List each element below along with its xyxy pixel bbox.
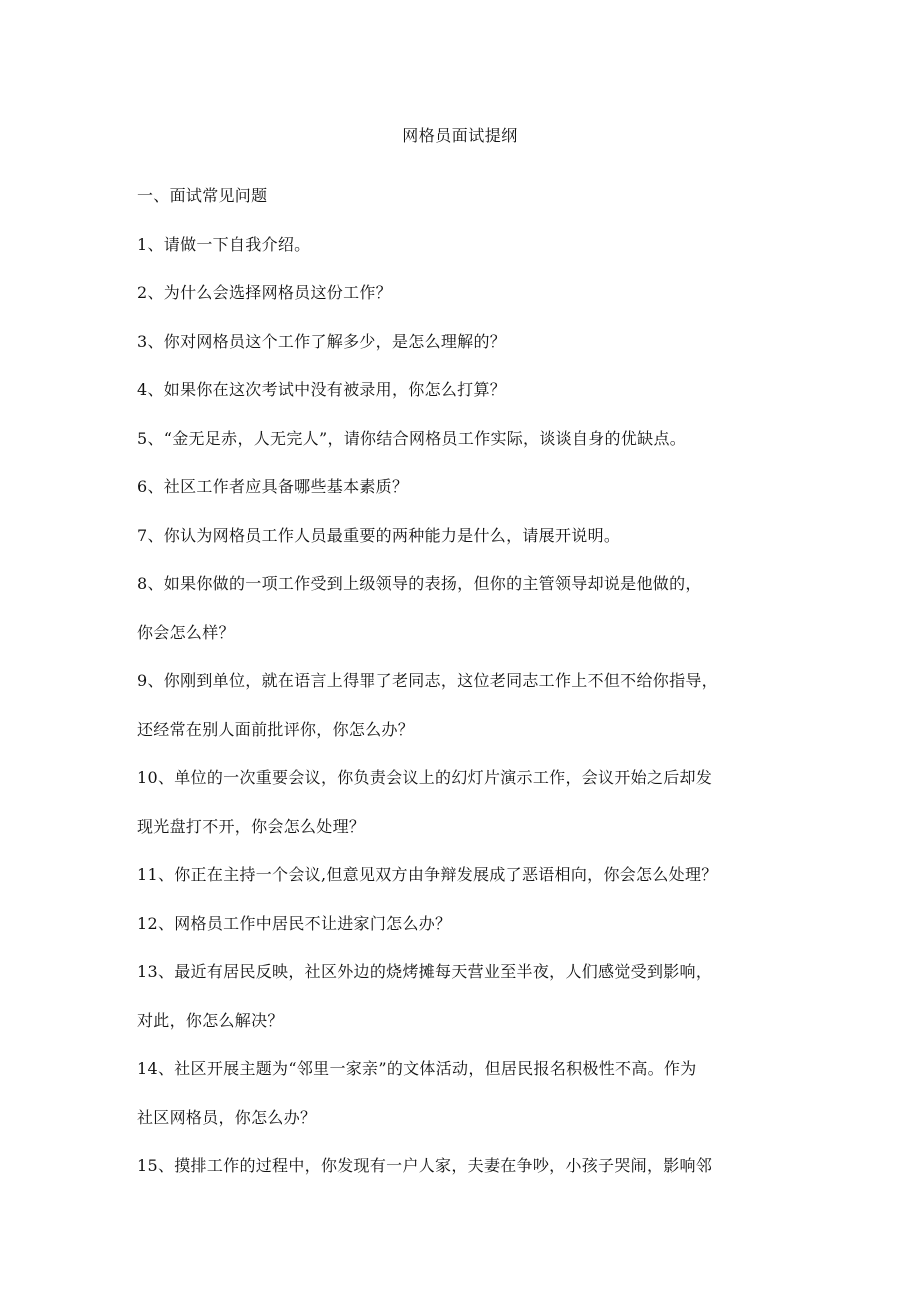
document-title: 网格员面试提纲 xyxy=(402,126,518,145)
text-line: 4、如果你在这次考试中没有被录用，你怎么打算？ xyxy=(137,380,507,399)
text-line: 7、你认为网格员工作人员最重要的两种能力是什么，请展开说明。 xyxy=(137,525,621,545)
text-line: 8、如果你做的一项工作受到上级领导的表扬，但你的主管领导却说是他做的， xyxy=(137,574,702,593)
text-line: 现光盘打不开，你会怎么处理？ xyxy=(137,816,366,836)
text-line: 12、网格员工作中居民不让进家门怎么办？ xyxy=(137,913,452,933)
text-line: 3、你对网格员这个工作了解多少，是怎么理解的？ xyxy=(137,331,507,351)
text-line: 你会怎么样？ xyxy=(137,622,235,642)
text-line: 15、摸排工作的过程中，你发现有一户人家，夫妻在争吵，小孩子哭闹，影响邻 xyxy=(137,1156,713,1175)
section-heading: 一、面试常见问题 xyxy=(137,186,268,205)
text-line: 13、最近有居民反映，社区外边的烧烤摊每天营业至半夜，人们感觉受到影响， xyxy=(137,962,713,981)
text-line: 5、“金无足赤，人无完人”，请你结合网格员工作实际，谈谈自身的优缺点。 xyxy=(137,428,687,448)
text-line: 6、社区工作者应具备哪些基本素质？ xyxy=(137,477,409,496)
text-line: 10、单位的一次重要会议，你负责会议上的幻灯片演示工作，会议开始之后却发 xyxy=(137,768,713,787)
text-line: 社区网格员，你怎么办？ xyxy=(137,1107,317,1127)
text-line: 对此，你怎么解决？ xyxy=(137,1010,284,1030)
text-line: 9、你刚到单位，就在语言上得罪了老同志，这位老同志工作上不但不给你指导， xyxy=(137,671,718,690)
text-line: 还经常在别人面前批评你，你怎么办？ xyxy=(137,719,415,739)
text-line: 11、你正在主持一个会议,但意见双方由争辩发展成了恶语相向，你会怎么处理？ xyxy=(137,865,718,884)
document-body xyxy=(137,172,737,1191)
text-line: 14、社区开展主题为“邻里一家亲”的文体活动，但居民报名积极性不高。作为 xyxy=(137,1059,697,1078)
text-line: 1、请做一下自我介绍。 xyxy=(137,234,311,254)
text-line: 2、为什么会选择网格员这份工作？ xyxy=(137,283,392,302)
